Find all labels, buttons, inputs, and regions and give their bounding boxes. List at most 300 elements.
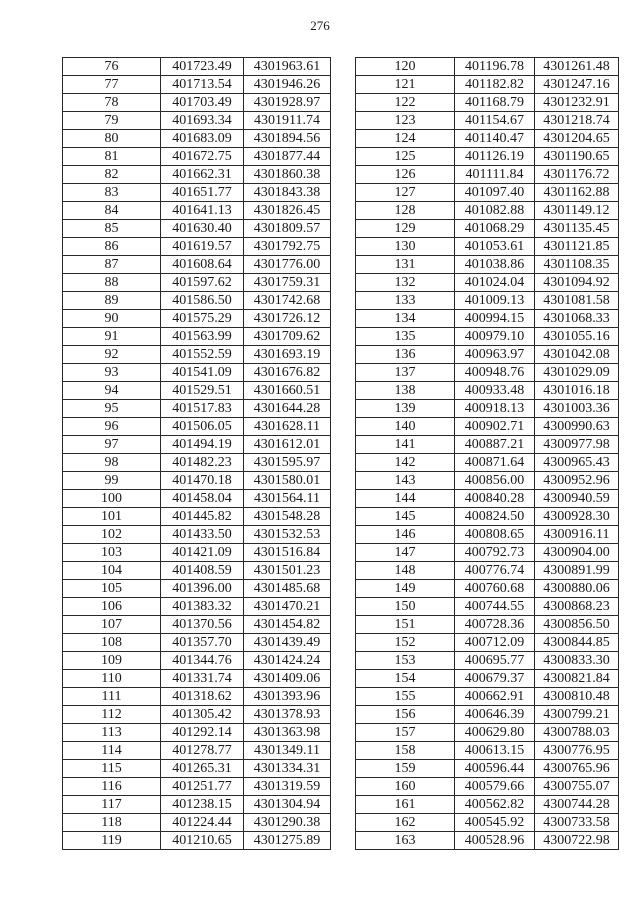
y-coordinate-cell: 4301232.91: [535, 94, 619, 112]
point-number-cell: 138: [356, 382, 455, 400]
point-number-cell: 153: [356, 652, 455, 670]
table-row: [356, 400, 619, 418]
point-number-cell: 120: [356, 58, 455, 76]
x-coordinate-cell: 401662.31: [161, 166, 244, 184]
point-number-cell: 139: [356, 400, 455, 418]
point-number-cell: 160: [356, 778, 455, 796]
point-number-cell: 77: [63, 76, 161, 94]
table-row: [356, 454, 619, 472]
point-number-cell: 104: [63, 562, 161, 580]
table-row: [356, 112, 619, 130]
coordinates-table-left: [62, 57, 331, 850]
x-coordinate-cell: 401251.77: [161, 778, 244, 796]
point-number-cell: 146: [356, 526, 455, 544]
x-coordinate-cell: 401331.74: [161, 670, 244, 688]
point-number-cell: 84: [63, 202, 161, 220]
y-coordinate-cell: 4300856.50: [535, 616, 619, 634]
point-number-cell: 131: [356, 256, 455, 274]
point-number-cell: 147: [356, 544, 455, 562]
table-row: [63, 130, 331, 148]
y-coordinate-cell: 4300844.85: [535, 634, 619, 652]
table-row: [356, 184, 619, 202]
table-row: [356, 688, 619, 706]
point-number-cell: 152: [356, 634, 455, 652]
y-coordinate-cell: 4301439.49: [244, 634, 331, 652]
point-number-cell: 114: [63, 742, 161, 760]
table-row: [356, 274, 619, 292]
x-coordinate-cell: 400596.44: [455, 760, 535, 778]
table-row: [356, 616, 619, 634]
point-number-cell: 134: [356, 310, 455, 328]
table-row: [356, 310, 619, 328]
y-coordinate-cell: 4301516.84: [244, 544, 331, 562]
y-coordinate-cell: 4301290.38: [244, 814, 331, 832]
table-row: [356, 220, 619, 238]
table-row: [356, 562, 619, 580]
table-row: [356, 526, 619, 544]
table-row: [356, 724, 619, 742]
x-coordinate-cell: 400871.64: [455, 454, 535, 472]
point-number-cell: 119: [63, 832, 161, 850]
y-coordinate-cell: 4301963.61: [244, 58, 331, 76]
point-number-cell: 148: [356, 562, 455, 580]
point-number-cell: 87: [63, 256, 161, 274]
y-coordinate-cell: 4301190.65: [535, 148, 619, 166]
point-number-cell: 124: [356, 130, 455, 148]
table-row: [63, 652, 331, 670]
table-row: [356, 742, 619, 760]
point-number-cell: 157: [356, 724, 455, 742]
y-coordinate-cell: 4301121.85: [535, 238, 619, 256]
y-coordinate-cell: 4301894.56: [244, 130, 331, 148]
point-number-cell: 159: [356, 760, 455, 778]
point-number-cell: 117: [63, 796, 161, 814]
point-number-cell: 102: [63, 526, 161, 544]
x-coordinate-cell: 400744.55: [455, 598, 535, 616]
x-coordinate-cell: 401383.32: [161, 598, 244, 616]
point-number-cell: 97: [63, 436, 161, 454]
x-coordinate-cell: 401024.04: [455, 274, 535, 292]
table-row: [63, 544, 331, 562]
page-number: 276: [310, 18, 330, 33]
table-row: [63, 274, 331, 292]
y-coordinate-cell: 4301319.59: [244, 778, 331, 796]
table-row: [63, 400, 331, 418]
point-number-cell: 107: [63, 616, 161, 634]
y-coordinate-cell: 4301454.82: [244, 616, 331, 634]
point-number-cell: 151: [356, 616, 455, 634]
table-row: [356, 814, 619, 832]
y-coordinate-cell: 4301470.21: [244, 598, 331, 616]
y-coordinate-cell: 4300904.00: [535, 544, 619, 562]
table-row: [63, 616, 331, 634]
table-row: [63, 112, 331, 130]
point-number-cell: 154: [356, 670, 455, 688]
table-row: [63, 436, 331, 454]
y-coordinate-cell: 4300990.63: [535, 418, 619, 436]
y-coordinate-cell: 4301946.26: [244, 76, 331, 94]
table-row: [63, 580, 331, 598]
x-coordinate-cell: 400760.68: [455, 580, 535, 598]
table-row: [63, 814, 331, 832]
y-coordinate-cell: 4301029.09: [535, 364, 619, 382]
x-coordinate-cell: 401693.34: [161, 112, 244, 130]
point-number-cell: 125: [356, 148, 455, 166]
table-row: [356, 292, 619, 310]
y-coordinate-cell: 4301826.45: [244, 202, 331, 220]
y-coordinate-cell: 4300916.11: [535, 526, 619, 544]
x-coordinate-cell: 401009.13: [455, 292, 535, 310]
point-number-cell: 121: [356, 76, 455, 94]
table-row: [356, 382, 619, 400]
point-number-cell: 136: [356, 346, 455, 364]
y-coordinate-cell: 4301149.12: [535, 202, 619, 220]
table-row: [356, 202, 619, 220]
x-coordinate-cell: 401305.42: [161, 706, 244, 724]
point-number-cell: 94: [63, 382, 161, 400]
table-row: [63, 346, 331, 364]
x-coordinate-cell: 400887.21: [455, 436, 535, 454]
x-coordinate-cell: 401038.86: [455, 256, 535, 274]
x-coordinate-cell: 401140.47: [455, 130, 535, 148]
table-row: [63, 490, 331, 508]
table-row: [356, 490, 619, 508]
x-coordinate-cell: 401563.99: [161, 328, 244, 346]
y-coordinate-cell: 4301660.51: [244, 382, 331, 400]
x-coordinate-cell: 400679.37: [455, 670, 535, 688]
table-row: [356, 580, 619, 598]
y-coordinate-cell: 4301759.31: [244, 274, 331, 292]
y-coordinate-cell: 4301042.08: [535, 346, 619, 364]
x-coordinate-cell: 400712.09: [455, 634, 535, 652]
y-coordinate-cell: 4301644.28: [244, 400, 331, 418]
y-coordinate-cell: 4300755.07: [535, 778, 619, 796]
table-row: [63, 184, 331, 202]
y-coordinate-cell: 4301843.38: [244, 184, 331, 202]
point-number-cell: 82: [63, 166, 161, 184]
point-number-cell: 141: [356, 436, 455, 454]
x-coordinate-cell: 401683.09: [161, 130, 244, 148]
x-coordinate-cell: 401506.05: [161, 418, 244, 436]
table-row: [63, 382, 331, 400]
point-number-cell: 105: [63, 580, 161, 598]
table-row: [63, 418, 331, 436]
point-number-cell: 149: [356, 580, 455, 598]
y-coordinate-cell: 4300928.30: [535, 508, 619, 526]
point-number-cell: 143: [356, 472, 455, 490]
x-coordinate-cell: 401278.77: [161, 742, 244, 760]
y-coordinate-cell: 4301928.97: [244, 94, 331, 112]
table-row: [356, 130, 619, 148]
x-coordinate-cell: 401082.88: [455, 202, 535, 220]
table-row: [356, 670, 619, 688]
table-row: [63, 760, 331, 778]
x-coordinate-cell: 401552.59: [161, 346, 244, 364]
x-coordinate-cell: 400728.36: [455, 616, 535, 634]
y-coordinate-cell: 4300744.28: [535, 796, 619, 814]
x-coordinate-cell: 401445.82: [161, 508, 244, 526]
point-number-cell: 79: [63, 112, 161, 130]
y-coordinate-cell: 4300722.98: [535, 832, 619, 850]
table-row: [63, 778, 331, 796]
x-coordinate-cell: 401396.00: [161, 580, 244, 598]
x-coordinate-cell: 401224.44: [161, 814, 244, 832]
table-row: [356, 760, 619, 778]
table-row: [63, 832, 331, 850]
point-number-cell: 78: [63, 94, 161, 112]
table-row: [63, 58, 331, 76]
x-coordinate-cell: 401068.29: [455, 220, 535, 238]
coordinates-table-right-body: [356, 58, 619, 850]
table-row: [356, 166, 619, 184]
x-coordinate-cell: 400629.80: [455, 724, 535, 742]
point-number-cell: 91: [63, 328, 161, 346]
x-coordinate-cell: 401408.59: [161, 562, 244, 580]
x-coordinate-cell: 401494.19: [161, 436, 244, 454]
point-number-cell: 130: [356, 238, 455, 256]
point-number-cell: 95: [63, 400, 161, 418]
y-coordinate-cell: 4301595.97: [244, 454, 331, 472]
point-number-cell: 106: [63, 598, 161, 616]
point-number-cell: 133: [356, 292, 455, 310]
point-number-cell: 108: [63, 634, 161, 652]
x-coordinate-cell: 401723.49: [161, 58, 244, 76]
coordinates-table-left-body: [63, 58, 331, 850]
x-coordinate-cell: 401154.67: [455, 112, 535, 130]
table-row: [356, 148, 619, 166]
table-row: [356, 778, 619, 796]
y-coordinate-cell: 4301162.88: [535, 184, 619, 202]
y-coordinate-cell: 4301548.28: [244, 508, 331, 526]
table-row: [63, 454, 331, 472]
y-coordinate-cell: 4301532.53: [244, 526, 331, 544]
y-coordinate-cell: 4300940.59: [535, 490, 619, 508]
point-number-cell: 150: [356, 598, 455, 616]
x-coordinate-cell: 400528.96: [455, 832, 535, 850]
y-coordinate-cell: 4301068.33: [535, 310, 619, 328]
y-coordinate-cell: 4301409.06: [244, 670, 331, 688]
y-coordinate-cell: 4301742.68: [244, 292, 331, 310]
y-coordinate-cell: 4301261.48: [535, 58, 619, 76]
y-coordinate-cell: 4301911.74: [244, 112, 331, 130]
x-coordinate-cell: 401608.64: [161, 256, 244, 274]
x-coordinate-cell: 401111.84: [455, 166, 535, 184]
x-coordinate-cell: 401517.83: [161, 400, 244, 418]
x-coordinate-cell: 400856.00: [455, 472, 535, 490]
x-coordinate-cell: 400792.73: [455, 544, 535, 562]
y-coordinate-cell: 4301304.94: [244, 796, 331, 814]
table-row: [356, 508, 619, 526]
point-number-cell: 118: [63, 814, 161, 832]
x-coordinate-cell: 401196.78: [455, 58, 535, 76]
table-row: [356, 634, 619, 652]
y-coordinate-cell: 4301378.93: [244, 706, 331, 724]
x-coordinate-cell: 400963.97: [455, 346, 535, 364]
x-coordinate-cell: 400902.71: [455, 418, 535, 436]
y-coordinate-cell: 4301016.18: [535, 382, 619, 400]
y-coordinate-cell: 4301081.58: [535, 292, 619, 310]
point-number-cell: 113: [63, 724, 161, 742]
y-coordinate-cell: 4301218.74: [535, 112, 619, 130]
y-coordinate-cell: 4300880.06: [535, 580, 619, 598]
x-coordinate-cell: 401651.77: [161, 184, 244, 202]
x-coordinate-cell: 400824.50: [455, 508, 535, 526]
x-coordinate-cell: 401265.31: [161, 760, 244, 778]
x-coordinate-cell: 400613.15: [455, 742, 535, 760]
x-coordinate-cell: 400579.66: [455, 778, 535, 796]
point-number-cell: 162: [356, 814, 455, 832]
y-coordinate-cell: 4300799.21: [535, 706, 619, 724]
point-number-cell: 110: [63, 670, 161, 688]
coordinates-table-right: [355, 57, 619, 850]
x-coordinate-cell: 401575.29: [161, 310, 244, 328]
x-coordinate-cell: 401529.51: [161, 382, 244, 400]
y-coordinate-cell: 4301334.31: [244, 760, 331, 778]
point-number-cell: 137: [356, 364, 455, 382]
y-coordinate-cell: 4300868.23: [535, 598, 619, 616]
x-coordinate-cell: 401703.49: [161, 94, 244, 112]
table-row: [356, 652, 619, 670]
x-coordinate-cell: 401586.50: [161, 292, 244, 310]
table-row: [63, 742, 331, 760]
point-number-cell: 88: [63, 274, 161, 292]
point-number-cell: 145: [356, 508, 455, 526]
x-coordinate-cell: 401597.62: [161, 274, 244, 292]
point-number-cell: 101: [63, 508, 161, 526]
table-row: [63, 526, 331, 544]
x-coordinate-cell: 401470.18: [161, 472, 244, 490]
y-coordinate-cell: 4301204.65: [535, 130, 619, 148]
point-number-cell: 89: [63, 292, 161, 310]
table-row: [356, 418, 619, 436]
y-coordinate-cell: 4301776.00: [244, 256, 331, 274]
y-coordinate-cell: 4301393.96: [244, 688, 331, 706]
point-number-cell: 111: [63, 688, 161, 706]
table-row: [356, 706, 619, 724]
point-number-cell: 129: [356, 220, 455, 238]
y-coordinate-cell: 4301564.11: [244, 490, 331, 508]
y-coordinate-cell: 4301108.35: [535, 256, 619, 274]
point-number-cell: 115: [63, 760, 161, 778]
x-coordinate-cell: 401053.61: [455, 238, 535, 256]
point-number-cell: 163: [356, 832, 455, 850]
point-number-cell: 158: [356, 742, 455, 760]
table-row: [63, 94, 331, 112]
table-row: [356, 328, 619, 346]
y-coordinate-cell: 4300977.98: [535, 436, 619, 454]
x-coordinate-cell: 401210.65: [161, 832, 244, 850]
table-row: [356, 544, 619, 562]
x-coordinate-cell: 401097.40: [455, 184, 535, 202]
x-coordinate-cell: 401182.82: [455, 76, 535, 94]
x-coordinate-cell: 401168.79: [455, 94, 535, 112]
table-row: [356, 598, 619, 616]
x-coordinate-cell: 400840.28: [455, 490, 535, 508]
table-row: [356, 472, 619, 490]
x-coordinate-cell: 401641.13: [161, 202, 244, 220]
table-row: [356, 58, 619, 76]
y-coordinate-cell: 4300733.58: [535, 814, 619, 832]
point-number-cell: 86: [63, 238, 161, 256]
point-number-cell: 112: [63, 706, 161, 724]
y-coordinate-cell: 4300965.43: [535, 454, 619, 472]
table-row: [63, 76, 331, 94]
y-coordinate-cell: 4301176.72: [535, 166, 619, 184]
y-coordinate-cell: 4301580.01: [244, 472, 331, 490]
point-number-cell: 140: [356, 418, 455, 436]
x-coordinate-cell: 401672.75: [161, 148, 244, 166]
table-row: [63, 256, 331, 274]
x-coordinate-cell: 401238.15: [161, 796, 244, 814]
y-coordinate-cell: 4301247.16: [535, 76, 619, 94]
x-coordinate-cell: 401357.70: [161, 634, 244, 652]
y-coordinate-cell: 4300833.30: [535, 652, 619, 670]
table-row: [63, 634, 331, 652]
y-coordinate-cell: 4301094.92: [535, 274, 619, 292]
point-number-cell: 161: [356, 796, 455, 814]
x-coordinate-cell: 400808.65: [455, 526, 535, 544]
table-row: [63, 166, 331, 184]
point-number-cell: 123: [356, 112, 455, 130]
table-row: [63, 310, 331, 328]
table-row: [356, 256, 619, 274]
point-number-cell: 109: [63, 652, 161, 670]
table-row: [63, 472, 331, 490]
y-coordinate-cell: 4300765.96: [535, 760, 619, 778]
point-number-cell: 156: [356, 706, 455, 724]
y-coordinate-cell: 4301693.19: [244, 346, 331, 364]
point-number-cell: 99: [63, 472, 161, 490]
table-row: [356, 436, 619, 454]
table-row: [63, 292, 331, 310]
x-coordinate-cell: 401630.40: [161, 220, 244, 238]
x-coordinate-cell: 400646.39: [455, 706, 535, 724]
point-number-cell: 103: [63, 544, 161, 562]
point-number-cell: 155: [356, 688, 455, 706]
table-row: [356, 94, 619, 112]
table-row: [63, 220, 331, 238]
point-number-cell: 83: [63, 184, 161, 202]
point-number-cell: 128: [356, 202, 455, 220]
x-coordinate-cell: 400948.76: [455, 364, 535, 382]
y-coordinate-cell: 4301275.89: [244, 832, 331, 850]
table-row: [63, 796, 331, 814]
y-coordinate-cell: 4301424.24: [244, 652, 331, 670]
point-number-cell: 100: [63, 490, 161, 508]
point-number-cell: 135: [356, 328, 455, 346]
point-number-cell: 80: [63, 130, 161, 148]
x-coordinate-cell: 400695.77: [455, 652, 535, 670]
table-row: [63, 202, 331, 220]
y-coordinate-cell: 4301860.38: [244, 166, 331, 184]
y-coordinate-cell: 4301726.12: [244, 310, 331, 328]
y-coordinate-cell: 4301676.82: [244, 364, 331, 382]
table-row: [63, 724, 331, 742]
x-coordinate-cell: 401482.23: [161, 454, 244, 472]
point-number-cell: 116: [63, 778, 161, 796]
table-row: [63, 562, 331, 580]
x-coordinate-cell: 401344.76: [161, 652, 244, 670]
y-coordinate-cell: 4301485.68: [244, 580, 331, 598]
point-number-cell: 98: [63, 454, 161, 472]
point-number-cell: 92: [63, 346, 161, 364]
point-number-cell: 90: [63, 310, 161, 328]
y-coordinate-cell: 4301003.36: [535, 400, 619, 418]
y-coordinate-cell: 4301612.01: [244, 436, 331, 454]
y-coordinate-cell: 4300891.99: [535, 562, 619, 580]
y-coordinate-cell: 4300810.48: [535, 688, 619, 706]
x-coordinate-cell: 401541.09: [161, 364, 244, 382]
